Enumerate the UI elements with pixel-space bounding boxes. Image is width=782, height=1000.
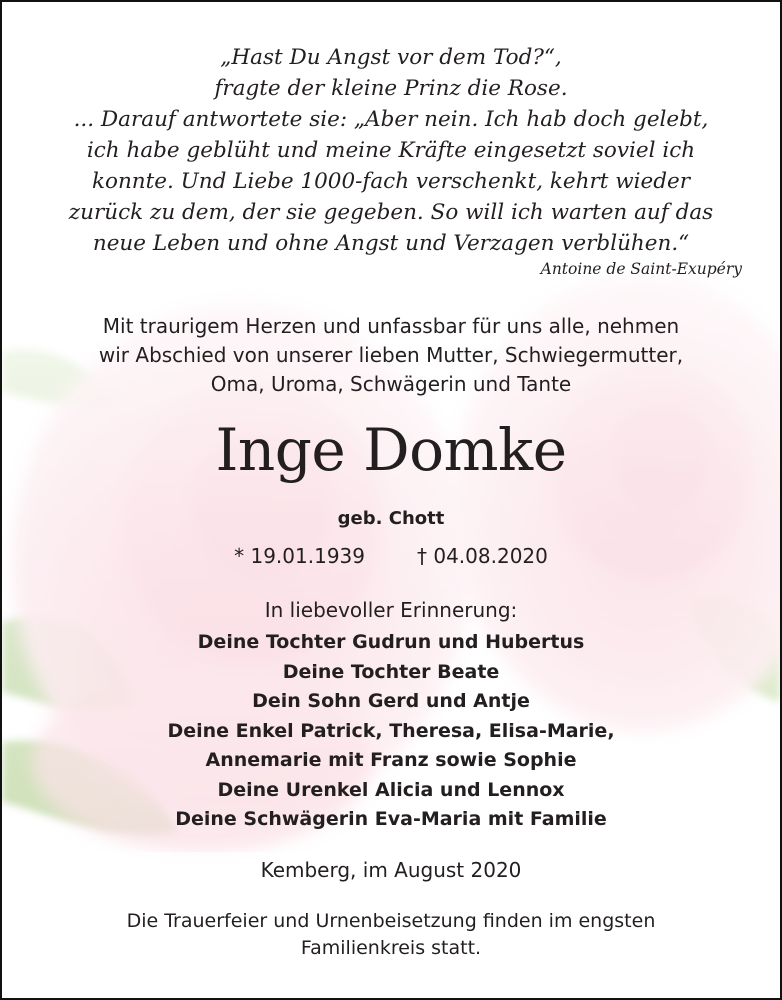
list-item: Deine Tochter Gudrun und Hubertus	[197, 631, 585, 653]
funeral-notice	[2, 908, 780, 962]
quote-line: zurück zu dem, der sie gegeben. So will ich warten auf das	[68, 200, 714, 225]
quote-line: konnte. Und Liebe 1000-fach verschenkt, kehrt wieder	[91, 169, 691, 194]
list-item: Deine Schwägerin Eva-Maria mit Familie	[175, 808, 607, 830]
life-dates	[2, 544, 780, 568]
list-item: Dein Sohn Gerd und Antje	[252, 690, 530, 712]
closing-line: Die Trauerfeier und Urnenbeisetzung finden im engsten	[126, 910, 656, 932]
closing-line: Familienkreis statt.	[300, 937, 482, 959]
obituary-text-content	[2, 2, 780, 998]
death-date: † 04.08.2020	[417, 544, 548, 568]
list-item: Deine Tochter Beate	[282, 660, 500, 683]
place-and-date: Kemberg, im August 2020	[260, 858, 522, 882]
birth-date: * 19.01.1939	[234, 544, 365, 568]
maiden-name: geb. Chott	[337, 508, 445, 529]
intro-line: wir Abschied von unserer lieben Mutter, Schwiegermutter,	[98, 343, 684, 367]
list-item: Annemarie mit Franz sowie Sophie	[205, 749, 577, 771]
list-item: Deine Enkel Patrick, Theresa, Elisa-Marie,	[167, 719, 615, 742]
intro-line: Mit traurigem Herzen und unfassbar für uns alle, nehmen	[102, 314, 680, 338]
quote-line: neue Leben und ohne Angst und Verzagen verblühen.“	[92, 231, 690, 256]
quote-line: „Hast Du Angst vor dem Tod?“,	[220, 45, 562, 70]
farewell-intro	[12, 312, 770, 399]
mourners-list	[2, 628, 780, 835]
intro-line: Oma, Uroma, Schwägerin und Tante	[210, 372, 572, 396]
list-item: Deine Urenkel Alicia und Lennox	[217, 778, 565, 801]
poem-quote	[22, 42, 760, 259]
quote-line: ... Darauf antwortete sie: „Aber nein. Ich hab doch gelebt,	[73, 107, 709, 132]
quote-line: fragte der kleine Prinz die Rose.	[214, 76, 568, 101]
quote-line: ich habe geblüht und meine Kräfte eingesetzt soviel ich	[86, 138, 696, 163]
quote-author: Antoine de Saint-Exupéry	[540, 260, 742, 278]
memory-heading: In liebevoller Erinnerung:	[264, 598, 518, 622]
deceased-name: Inge Domke	[215, 416, 567, 484]
